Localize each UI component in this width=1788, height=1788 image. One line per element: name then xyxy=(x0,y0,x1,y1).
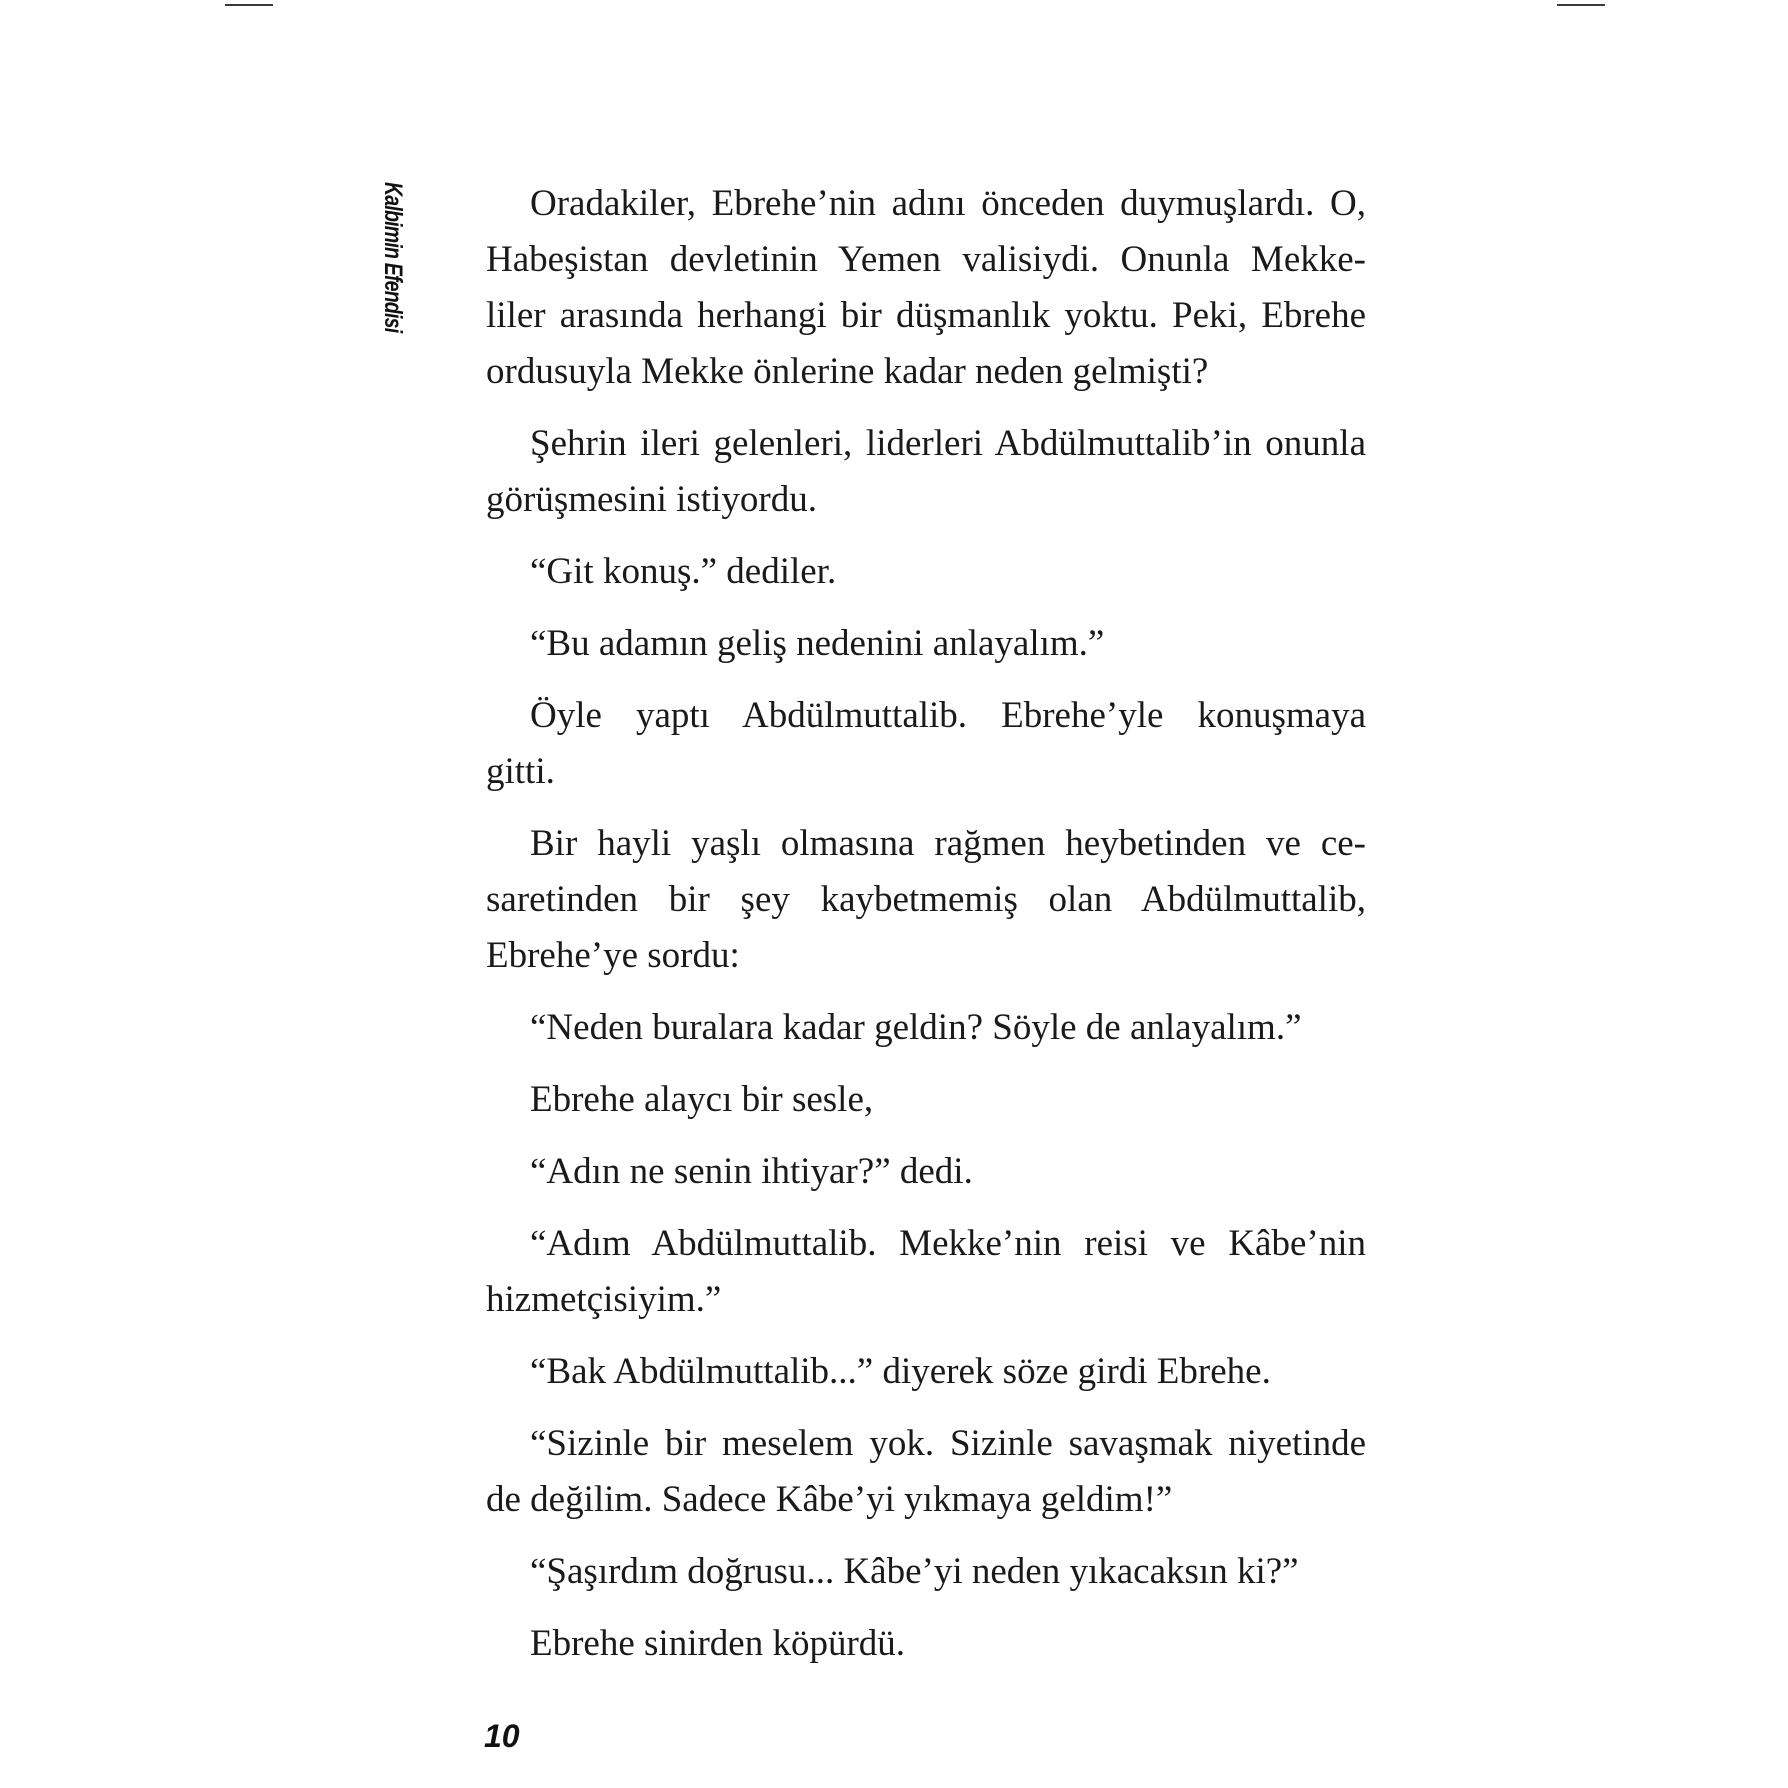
paragraph xyxy=(486,1544,1366,1600)
text-line: liler arasında herhangi bir düşmanlık yoktu. Peki, Ebrehe xyxy=(486,295,1366,336)
paragraph xyxy=(486,1416,1366,1528)
text-line: “Bak Abdülmuttalib...” diyerek söze girdi Ebrehe. xyxy=(530,1351,1271,1392)
text-line: “Neden buralara kadar geldin? Söyle de anlayalım.” xyxy=(530,1007,1302,1048)
text-line: “Bu adamın geliş nedenini anlayalım.” xyxy=(530,623,1105,664)
text-line: görüşmesini istiyordu. xyxy=(486,479,817,520)
text-line: Şehrin ileri gelenleri, liderleri Abdülmuttalib’in onunla xyxy=(530,423,1366,464)
text-line: gitti. xyxy=(486,751,555,792)
text-line: Ebrehe sinirden köpürdü. xyxy=(530,1623,906,1664)
text-line: saretinden bir şey kaybetmemiş olan Abdülmuttalib, xyxy=(486,879,1366,920)
body-text xyxy=(486,176,1366,1688)
text-line: “Şaşırdım doğrusu... Kâbe’yi neden yıkacaksın ki?” xyxy=(530,1551,1299,1592)
paragraph xyxy=(486,688,1366,800)
text-line: Ebrehe alaycı bir sesle, xyxy=(530,1079,874,1120)
paragraph xyxy=(486,1216,1366,1328)
text-line: “Sizinle bir meselem yok. Sizinle savaşmak niyetinde xyxy=(530,1423,1366,1464)
paragraph xyxy=(486,1616,1366,1672)
text-line: “Git konuş.” dediler. xyxy=(530,551,837,592)
crop-mark-right xyxy=(1557,4,1605,6)
text-line: Öyle yaptı Abdülmuttalib. Ebrehe’yle konuşmaya xyxy=(530,695,1366,736)
paragraph xyxy=(486,416,1366,528)
paragraph xyxy=(486,544,1366,600)
paragraph xyxy=(486,1000,1366,1056)
paragraph xyxy=(486,1072,1366,1128)
page-number: 10 xyxy=(484,1718,520,1754)
text-line: ordusuyla Mekke önlerine kadar neden gelmişti? xyxy=(486,351,1209,392)
paragraph xyxy=(486,176,1366,400)
running-title-text: Kalbimin Efendisi xyxy=(379,182,407,333)
crop-mark-left xyxy=(225,4,273,6)
text-line: Bir hayli yaşlı olmasına rağmen heybetinden ve ce- xyxy=(530,823,1366,864)
paragraph xyxy=(486,1344,1366,1400)
text-line: de değilim. Sadece Kâbe’yi yıkmaya geldim!” xyxy=(486,1479,1173,1520)
text-line: hizmetçisiyim.” xyxy=(486,1279,722,1320)
text-line: “Adın ne senin ihtiyar?” dedi. xyxy=(530,1151,973,1192)
text-line: Ebrehe’ye sordu: xyxy=(486,935,740,976)
paragraph xyxy=(486,616,1366,672)
text-line: Habeşistan devletinin Yemen valisiydi. Onunla Mekke- xyxy=(486,239,1366,280)
paragraph xyxy=(486,1144,1366,1200)
text-line: Oradakiler, Ebrehe’nin adını önceden duymuşlardı. O, xyxy=(530,183,1366,224)
text-line: “Adım Abdülmuttalib. Mekke’nin reisi ve Kâbe’nin xyxy=(530,1223,1366,1264)
running-title xyxy=(373,182,413,342)
paragraph xyxy=(486,816,1366,984)
